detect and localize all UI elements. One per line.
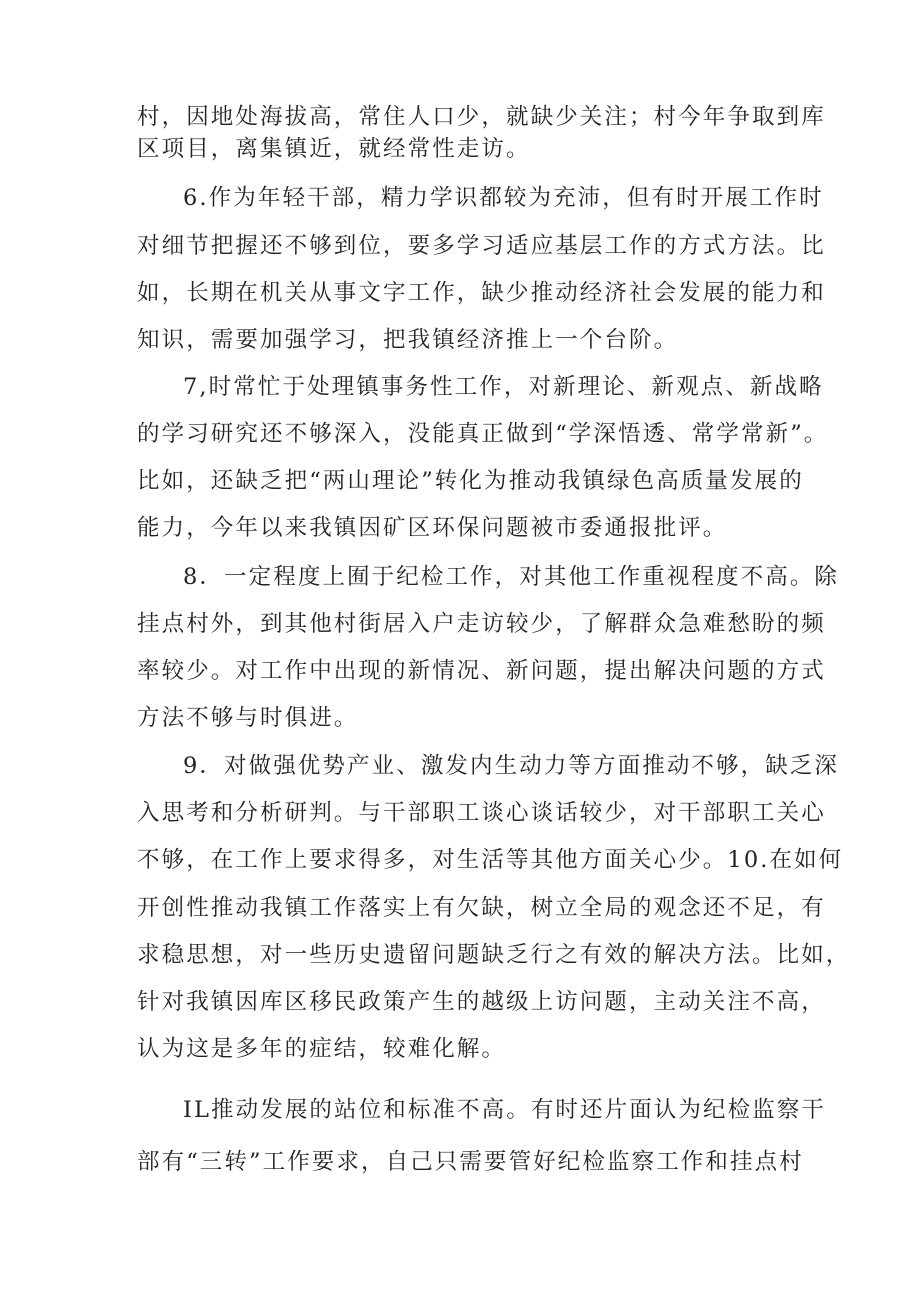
text-line: 挂点村外，到其他村街居入户走访较少，了解群众急难愁盼的频 <box>137 611 826 637</box>
text-line: 比如，还缺乏把“两山理论”转化为推动我镇绿色高质量发展的 <box>137 468 804 494</box>
text-line: 的学习研究还不够深入，没能真正做到“学深悟透、常学常新”。 <box>137 421 829 447</box>
text-line: IL推动发展的站位和标准不高。有时还片面认为纪检监察干 <box>183 1097 827 1123</box>
text-line: 方法不够与时俱进。 <box>137 705 359 731</box>
text-line: 知识，需要加强学习，把我镇经济推上一个台阶。 <box>137 327 679 353</box>
text-line: 针对我镇因库区移民政策产生的越级上访问题，主动关注不高， <box>137 989 826 1015</box>
text-line: 开创性推动我镇工作落实上有欠缺，树立全局的观念还不足，有 <box>137 895 826 921</box>
text-line: 能力，今年以来我镇因矿区环保问题被市委通报批评。 <box>137 515 728 541</box>
text-line: 不够，在工作上要求得多，对生活等其他方面关心少。10.在如何 <box>137 847 844 873</box>
text-line: 求稳思想，对一些历史遗留问题缺乏行之有效的解决方法。比如， <box>137 942 851 968</box>
text-line: 村，因地处海拔高，常住人口少，就缺少关注；村今年争取到库 <box>137 104 826 130</box>
text-line: 部有“三转”工作要求，自己只需要管好纪检监察工作和挂点村 <box>137 1149 804 1175</box>
text-line: 区项目，离集镇近，就经常性走访。 <box>137 136 531 162</box>
text-line: 6.作为年轻干部，精力学识都较为充沛，但有时开展工作时 <box>183 185 824 211</box>
text-line: 如，长期在机关从事文字工作，缺少推动经济社会发展的能力和 <box>137 280 826 306</box>
text-line: 率较少。对工作中出现的新情况、新问题，提出解决问题的方式 <box>137 658 826 684</box>
text-line: 9．对做强优势产业、激发内生动力等方面推动不够，缺乏深 <box>183 753 840 779</box>
text-line: 7,时常忙于处理镇事务性工作，对新理论、新观点、新战略 <box>183 374 824 400</box>
text-line: 对细节把握还不够到位，要多学习适应基层工作的方式方法。比 <box>137 233 826 259</box>
text-line: 认为这是多年的症结，较难化解。 <box>137 1036 507 1062</box>
text-line: 入思考和分析研判。与干部职工谈心谈话较少，对干部职工关心 <box>137 800 826 826</box>
text-line: 8．一定程度上囿于纪检工作，对其他工作重视程度不高。除 <box>183 564 840 590</box>
